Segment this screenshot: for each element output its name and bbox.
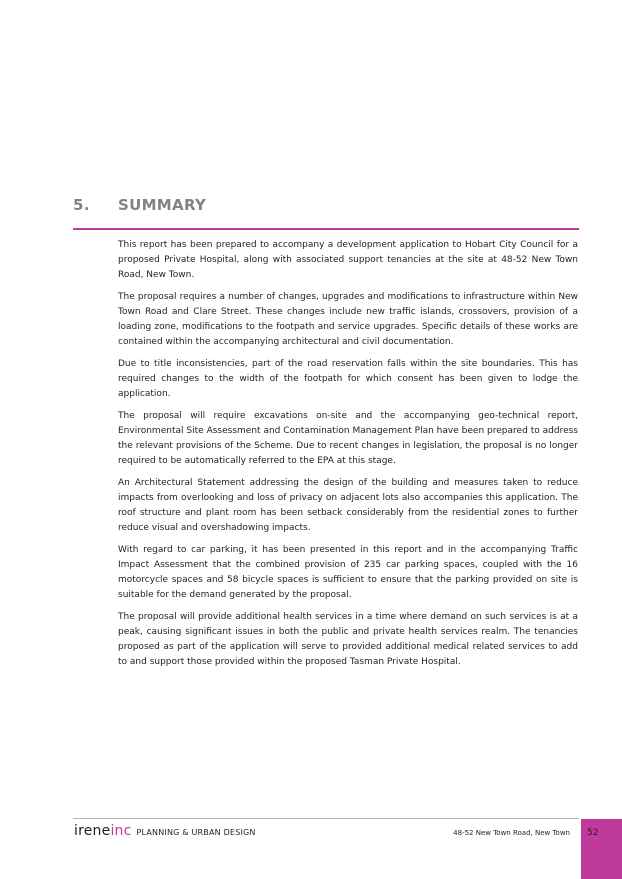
company-logo bbox=[74, 823, 256, 843]
section-heading bbox=[73, 196, 579, 230]
footer-divider bbox=[73, 818, 579, 819]
footer-address: 48-52 New Town Road, New Town bbox=[453, 829, 570, 837]
paragraph-1: This report has been prepared to accompany a development application to Hobart City Council for a proposed Private Hospital, along with associated support tenancies at the site at 48-52 New Town Road, New Town. bbox=[118, 240, 578, 280]
page-number: 52 bbox=[587, 828, 599, 838]
logo-accent-text: inc bbox=[110, 823, 132, 839]
logo-primary-text: irene bbox=[74, 823, 111, 839]
section-number: 5. bbox=[73, 196, 91, 214]
paragraph-6: With regard to car parking, it has been presented in this report and in the accompanying Traffic Impact Assessment that the combined provision of 235 car parking spaces, coupled with the 16 motorcycle spaces and 58 bicycle spaces is sufficient to ensure that the parking provided on site is suitable for the demand generated by the proposal. bbox=[118, 545, 578, 600]
paragraph-7: The proposal will provide additional health services in a time where demand on such services is at a peak, causing significant issues in both the public and private health services realm. The tenancies proposed as part of the application will serve to provided additional medical related services to add to and support those provided within the proposed Tasman Private Hospital. bbox=[118, 612, 578, 667]
summary-body bbox=[118, 238, 578, 677]
paragraph-3: Due to title inconsistencies, part of the road reservation falls within the site boundaries. This has required changes to the width of the footpath for which consent has been given to lodge the application. bbox=[118, 359, 578, 399]
page-number-tab bbox=[581, 819, 622, 879]
paragraph-4: The proposal will require excavations on-site and the accompanying geo-technical report, Environmental Site Assessment and Contamination Management Plan have been prepared to address the relevant provisions of the Scheme. Due to recent changes in legislation, the proposal is no longer required to be automatically referred to the EPA at this stage. bbox=[118, 411, 578, 466]
logo-tagline: PLANNING & URBAN DESIGN bbox=[136, 828, 256, 837]
section-title: SUMMARY bbox=[118, 196, 207, 214]
paragraph-5: An Architectural Statement addressing the design of the building and measures taken to reduce impacts from overlooking and loss of privacy on adjacent lots also accompanies this application. The roof structure and plant room has been setback considerably from the residential zones to further reduce visual and overshadowing impacts. bbox=[118, 478, 578, 533]
paragraph-2: The proposal requires a number of changes, upgrades and modifications to infrastructure within New Town Road and Clare Street. These changes include new traffic islands, crossovers, provision of a loading zone, modifications to the footpath and service upgrades. Specific details of these works are contained within the accompanying architectural and civil documentation. bbox=[118, 292, 578, 347]
